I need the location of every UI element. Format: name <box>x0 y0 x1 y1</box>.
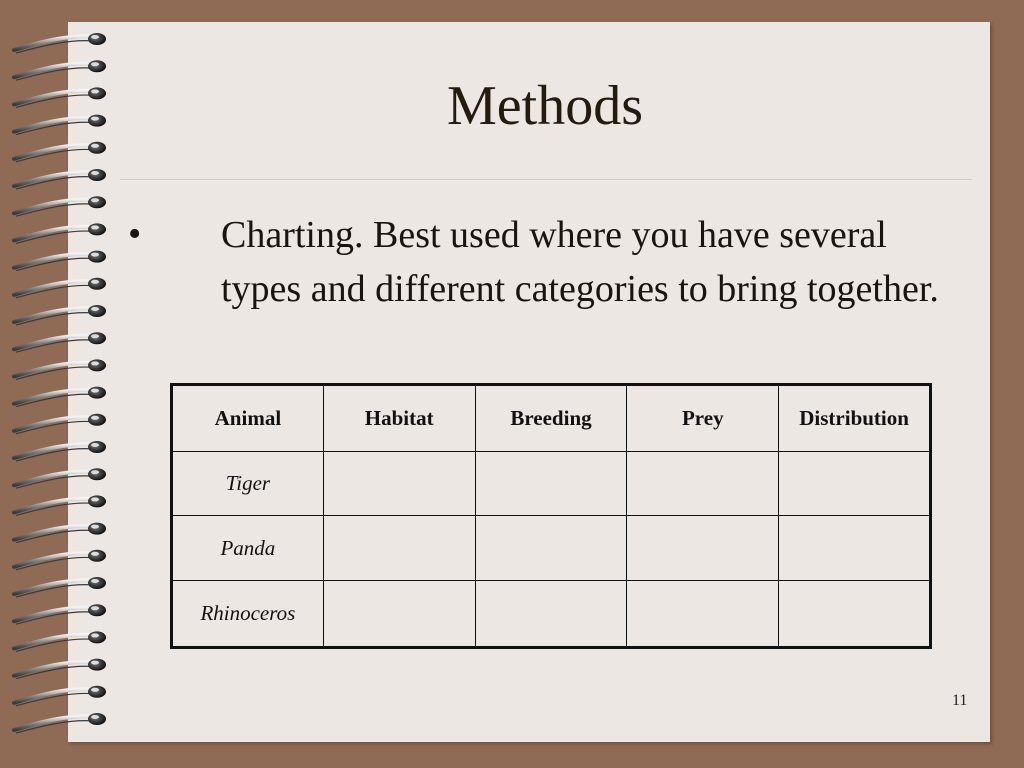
table-cell <box>475 451 627 516</box>
table-cell <box>475 580 627 647</box>
table-row <box>172 516 931 581</box>
spiral-coil <box>14 251 106 271</box>
spiral-coil <box>14 223 106 243</box>
spiral-coil <box>14 441 106 461</box>
table-cell <box>779 580 931 647</box>
table-cell <box>627 451 779 516</box>
animal-cell: Panda <box>172 516 324 581</box>
table-cell <box>627 580 779 647</box>
spiral-coil <box>14 659 106 679</box>
comparison-table <box>170 383 932 649</box>
table-cell <box>779 516 931 581</box>
spiral-coil <box>14 169 106 189</box>
header-cell: Habitat <box>323 385 475 452</box>
spiral-coil <box>14 523 106 543</box>
table-cell <box>323 580 475 647</box>
table-cell <box>627 516 779 581</box>
bullet-text: Charting. Best used where you have several types and different categories to bring together. <box>221 214 939 310</box>
title-divider <box>120 179 972 180</box>
table-cell <box>475 516 627 581</box>
table-cell <box>323 451 475 516</box>
spiral-coil <box>14 577 106 597</box>
spiral-coil <box>14 115 106 135</box>
header-cell: Prey <box>627 385 779 452</box>
spiral-coil <box>14 631 106 651</box>
spiral-coil <box>14 414 106 434</box>
table-cell <box>323 516 475 581</box>
spiral-coil <box>14 196 106 216</box>
header-cell: Animal <box>172 385 324 452</box>
spiral-coil <box>14 60 106 80</box>
table-row <box>172 451 931 516</box>
spiral-coil <box>14 604 106 624</box>
header-cell: Breeding <box>475 385 627 452</box>
spiral-coil <box>14 495 106 515</box>
spiral-coil <box>14 550 106 570</box>
spiral-coil <box>14 87 106 107</box>
spiral-coil <box>14 686 106 706</box>
table-header-row <box>172 385 931 452</box>
slide-number: 11 <box>952 692 968 709</box>
spiral-coil <box>14 278 106 298</box>
table-row <box>172 580 931 647</box>
spiral-coil <box>14 33 106 53</box>
spiral-coil <box>14 142 106 162</box>
header-cell: Distribution <box>779 385 931 452</box>
spiral-binding-icon <box>0 10 134 748</box>
animal-cell: Tiger <box>172 451 324 516</box>
spiral-coil <box>14 468 106 488</box>
spiral-coil <box>14 713 106 733</box>
table-cell <box>779 451 931 516</box>
animal-cell: Rhinoceros <box>172 580 324 647</box>
slide-title: Methods <box>447 75 643 137</box>
spiral-coil <box>14 387 106 407</box>
bullet-marker: • <box>128 213 142 255</box>
spiral-coil <box>14 332 106 352</box>
spiral-coil <box>14 359 106 379</box>
spiral-coil <box>14 305 106 325</box>
